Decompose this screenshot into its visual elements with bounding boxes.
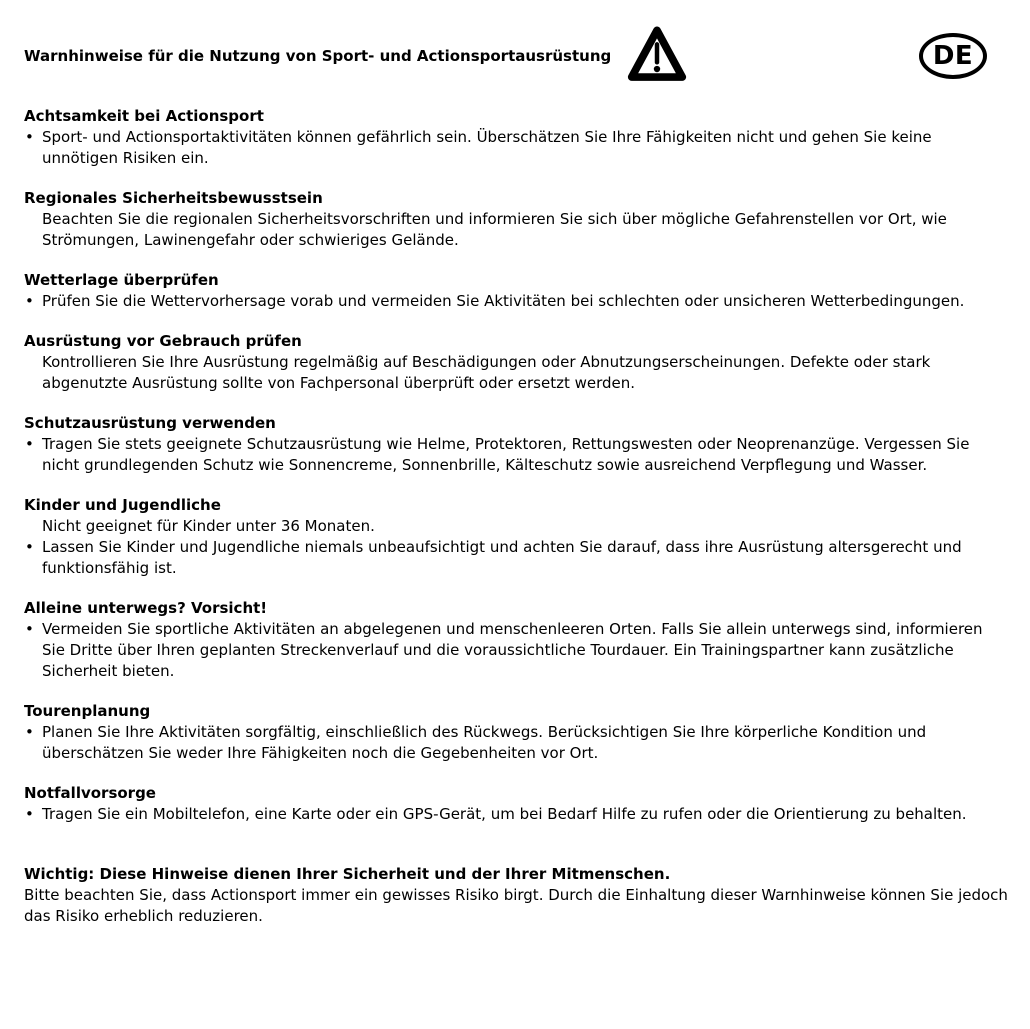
bullet-marker: • [25, 538, 34, 556]
warning-section [24, 495, 1022, 579]
bullet-marker: • [25, 435, 34, 453]
item-text: Beachten Sie die regionalen Sicherheitsvorschriften und informieren Sie sich über mögliche Gefahrenstellen vor Ort, wie Strömungen, Lawinengefahr oder schwieriges Gelände. [42, 210, 947, 249]
item-text: Tragen Sie stets geeignete Schutzausrüstung wie Helme, Protektoren, Rettungswesten oder Neoprenanzüge. Vergessen Sie nicht grundlegenden Schutz wie Sonnencreme, Sonnenbrille, Kälteschutz sowie ausreichend Verpflegung und Wasser. [42, 435, 970, 474]
bullet-item [24, 619, 1004, 682]
sections-container [24, 106, 1022, 825]
bullet-marker: • [25, 805, 34, 823]
warning-section [24, 413, 1022, 476]
section-heading: Tourenplanung [24, 702, 151, 720]
item-text: Kontrollieren Sie Ihre Ausrüstung regelmäßig auf Beschädigungen oder Abnutzungserscheinungen. Defekte oder stark abgenutzte Ausrüstung sollte von Fachpersonal überprüft oder ersetzt werden. [42, 353, 931, 392]
item-text: Nicht geeignet für Kinder unter 36 Monaten. [42, 517, 375, 535]
bullet-marker: • [25, 128, 34, 146]
section-heading: Achtsamkeit bei Actionsport [24, 107, 264, 125]
indented-item [24, 209, 1004, 251]
footer-text: Bitte beachten Sie, dass Actionsport immer ein gewisses Risiko birgt. Durch die Einhaltung dieser Warnhinweise können Sie jedoch das Risiko erheblich reduzieren. [24, 886, 1008, 925]
warning-section [24, 188, 1022, 251]
section-heading: Alleine unterwegs? Vorsicht! [24, 599, 268, 617]
section-heading: Schutzausrüstung verwenden [24, 414, 276, 432]
bullet-marker: • [25, 292, 34, 310]
section-heading: Wetterlage überprüfen [24, 271, 219, 289]
indented-item [24, 516, 1004, 537]
item-text: Planen Sie Ihre Aktivitäten sorgfältig, einschließlich des Rückwegs. Berücksichtigen Sie Ihre körperliche Kondition und überschätzen Sie weder Ihre Fähigkeiten noch die Gegebenheiten vor Ort. [42, 723, 927, 762]
warning-section [24, 270, 1022, 312]
bullet-item [24, 537, 1004, 579]
item-text: Vermeiden Sie sportliche Aktivitäten an abgelegenen und menschenleeren Orten. Falls Sie allein unterwegs sind, informieren Sie Dritte über Ihren geplanten Streckenverlauf und die voraussichtliche Tourdauer. Ein Trainingspartner kann zusätzliche Sicherheit bieten. [42, 620, 983, 680]
warning-section [24, 783, 1022, 825]
section-heading: Regionales Sicherheitsbewusstsein [24, 189, 323, 207]
footer-note [24, 864, 1022, 927]
language-badge: DE [919, 33, 987, 79]
item-text: Lassen Sie Kinder und Jugendliche niemals unbeaufsichtigt und achten Sie darauf, dass ihre Ausrüstung altersgerecht und funktionsfähig ist. [42, 538, 962, 577]
bullet-item [24, 127, 1004, 169]
warning-section [24, 598, 1022, 682]
item-text: Tragen Sie ein Mobiltelefon, eine Karte oder ein GPS-Gerät, um bei Bedarf Hilfe zu rufen oder die Orientierung zu behalten. [42, 805, 967, 823]
warning-section [24, 701, 1022, 764]
bullet-item [24, 722, 1004, 764]
page-title: Warnhinweise für die Nutzung von Sport- und Actionsportausrüstung [24, 46, 612, 65]
item-text: Prüfen Sie die Wettervorhersage vorab und vermeiden Sie Aktivitäten bei schlechten oder unsicheren Wetterbedingungen. [42, 292, 965, 310]
warning-triangle-icon [625, 23, 689, 91]
bullet-marker: • [25, 620, 34, 638]
warning-section [24, 106, 1022, 169]
document-header [24, 24, 1022, 88]
indented-item [24, 352, 1004, 394]
warning-section [24, 331, 1022, 394]
bullet-item [24, 804, 1004, 825]
section-heading: Ausrüstung vor Gebrauch prüfen [24, 332, 302, 350]
footer-heading: Wichtig: Diese Hinweise dienen Ihrer Sicherheit und der Ihrer Mitmenschen. [24, 865, 671, 883]
bullet-item [24, 434, 1004, 476]
bullet-item [24, 291, 1004, 312]
section-heading: Notfallvorsorge [24, 784, 156, 802]
item-text: Sport- und Actionsportaktivitäten können gefährlich sein. Überschätzen Sie Ihre Fähigkeiten nicht und gehen Sie keine unnötigen Risiken ein. [42, 128, 932, 167]
section-heading: Kinder und Jugendliche [24, 496, 221, 514]
bullet-marker: • [25, 723, 34, 741]
